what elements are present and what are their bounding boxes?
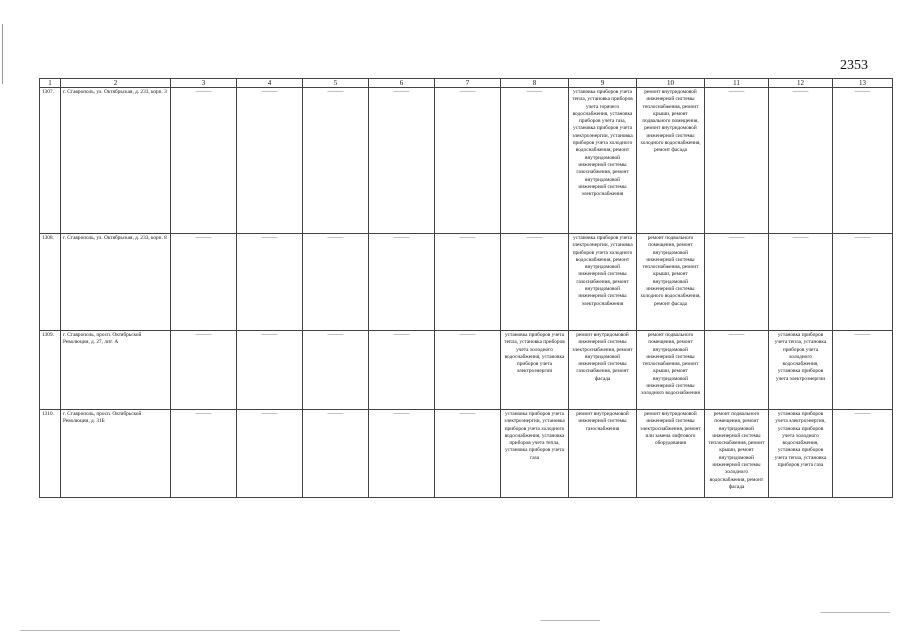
left-margin-rule: [2, 24, 3, 84]
column-header: 4: [237, 79, 303, 88]
empty-cell: ———: [501, 88, 569, 234]
work-cell: ремонт внутридомовой инженерной системы газоснабжения: [569, 410, 637, 498]
empty-cell: ———: [171, 410, 237, 498]
empty-cell: ———: [237, 88, 303, 234]
empty-cell: ———: [369, 234, 435, 331]
empty-cell: ———: [237, 234, 303, 331]
empty-cell: ———: [237, 331, 303, 410]
empty-cell: ———: [171, 88, 237, 234]
column-header: 3: [171, 79, 237, 88]
address-cell: г. Ставрополь, ул. Октябрьская, д. 233, корп. 8: [61, 234, 171, 331]
table-row: [40, 234, 893, 331]
work-cell: ремонт подвального помещения, ремонт внутридомовой инженерной системы теплоснабжения, ремонт крыши, ремонт внутридомовой инженерной системы холодного водоснабжения: [637, 331, 705, 410]
column-header: 10: [637, 79, 705, 88]
work-cell: ремонт внутридомовой инженерной системы теплоснабжения, ремонт крыши, ремонт подвального помещения, ремонт внутридомовой инженерной системы холодного водоснабжения, ремонт фасада: [637, 88, 705, 234]
empty-cell: ———: [705, 331, 769, 410]
address-cell: г. Ставрополь, просп. Октябрьской Революции, д. 31Б: [61, 410, 171, 498]
empty-cell: ———: [303, 234, 369, 331]
work-cell: ремонт внутридомовой инженерной системы электроснабжения, ремонт внутридомовой инженерной системы газоснабжения, ремонт фасада: [569, 331, 637, 410]
address-cell: г. Ставрополь, просп. Октябрьской Революции, д. 27, лит. А: [61, 331, 171, 410]
empty-cell: ———: [501, 234, 569, 331]
empty-cell: ———: [303, 88, 369, 234]
housing-repair-table: [39, 78, 893, 498]
work-cell: установка приборов учета электроэнергии, установка приборов учета холодного водоснабжения, установка приборов учета тепла, установка приборов учета газа: [769, 410, 833, 498]
work-cell: установка приборов учета тепла, установка приборов учета горячего водоснабжения, установка приборов учета газа, установка приборов учета электроэнергии, установка приборов учета холодного водоснабжения, ремонт внутридомовой инженерной системы газоснабжения, ремонт внутридомовой инженерной системы электроснабжения: [569, 88, 637, 234]
table-row: [40, 410, 893, 498]
work-cell: установка приборов учета тепла, установка приборов учета холодного водоснабжения, установка приборов учета электроэнергии: [501, 331, 569, 410]
column-header: 6: [369, 79, 435, 88]
empty-cell: ———: [705, 88, 769, 234]
column-header: 12: [769, 79, 833, 88]
row-number: 1309.: [40, 331, 61, 410]
work-cell: ремонт внутридомовой инженерной системы электроснабжения, ремонт или замена лифтового оборудования: [637, 410, 705, 498]
column-header: 13: [833, 79, 893, 88]
empty-cell: ———: [303, 410, 369, 498]
work-cell: установка приборов учета электроэнергии, установка приборов учета холодного водоснабжения, ремонт внутридомовой инженерной системы газоснабжения, ремонт внутридомовой инженерной системы электроснабжения: [569, 234, 637, 331]
column-header: 8: [501, 79, 569, 88]
empty-cell: ———: [435, 331, 501, 410]
table-row: [40, 331, 893, 410]
row-number: 1307.: [40, 88, 61, 234]
column-header: 11: [705, 79, 769, 88]
column-header: 5: [303, 79, 369, 88]
empty-cell: ———: [303, 331, 369, 410]
table-row: [40, 88, 893, 234]
empty-cell: ———: [705, 234, 769, 331]
empty-cell: ———: [769, 88, 833, 234]
column-number-row: [40, 79, 893, 88]
column-header: 7: [435, 79, 501, 88]
page-number: 2353: [840, 58, 868, 73]
row-number: 1310.: [40, 410, 61, 498]
empty-cell: ———: [833, 410, 893, 498]
work-cell: ремонт подвального помещения, ремонт внутридомовой инженерной системы теплоснабжения, ремонт крыши, ремонт внутридомовой инженерной системы холодного водоснабжения, ремонт фасада: [705, 410, 769, 498]
work-cell: установка приборов учета тепла, установка приборов учета холодного водоснабжения, установка приборов учета электроэнергии: [769, 331, 833, 410]
row-number: 1308.: [40, 234, 61, 331]
empty-cell: ———: [171, 234, 237, 331]
empty-cell: ———: [237, 410, 303, 498]
empty-cell: ———: [369, 331, 435, 410]
work-cell: ремонт подвального помещения, ремонт внутридомовой инженерной системы теплоснабжения, ремонт крыши, ремонт внутридомовой инженерной системы холодного водоснабжения, ремонт фасада: [637, 234, 705, 331]
column-header: 2: [61, 79, 171, 88]
empty-cell: ———: [833, 88, 893, 234]
work-cell: установка приборов учета электроэнергии, установка приборов учета холодного водоснабжения, установка приборов учета тепла, установка приборов учета газа: [501, 410, 569, 498]
empty-cell: ———: [435, 88, 501, 234]
address-cell: г. Ставрополь, ул. Октябрьская, д. 233, корп. 3: [61, 88, 171, 234]
empty-cell: ———: [369, 410, 435, 498]
empty-cell: ———: [171, 331, 237, 410]
empty-cell: ———: [833, 234, 893, 331]
column-header: 1: [40, 79, 61, 88]
empty-cell: ———: [369, 88, 435, 234]
empty-cell: ———: [769, 234, 833, 331]
empty-cell: ———: [833, 331, 893, 410]
scan-noise: [820, 612, 890, 613]
empty-cell: ———: [435, 234, 501, 331]
column-header: 9: [569, 79, 637, 88]
scan-noise: [540, 620, 600, 621]
scan-noise: [20, 630, 400, 631]
empty-cell: ———: [435, 410, 501, 498]
